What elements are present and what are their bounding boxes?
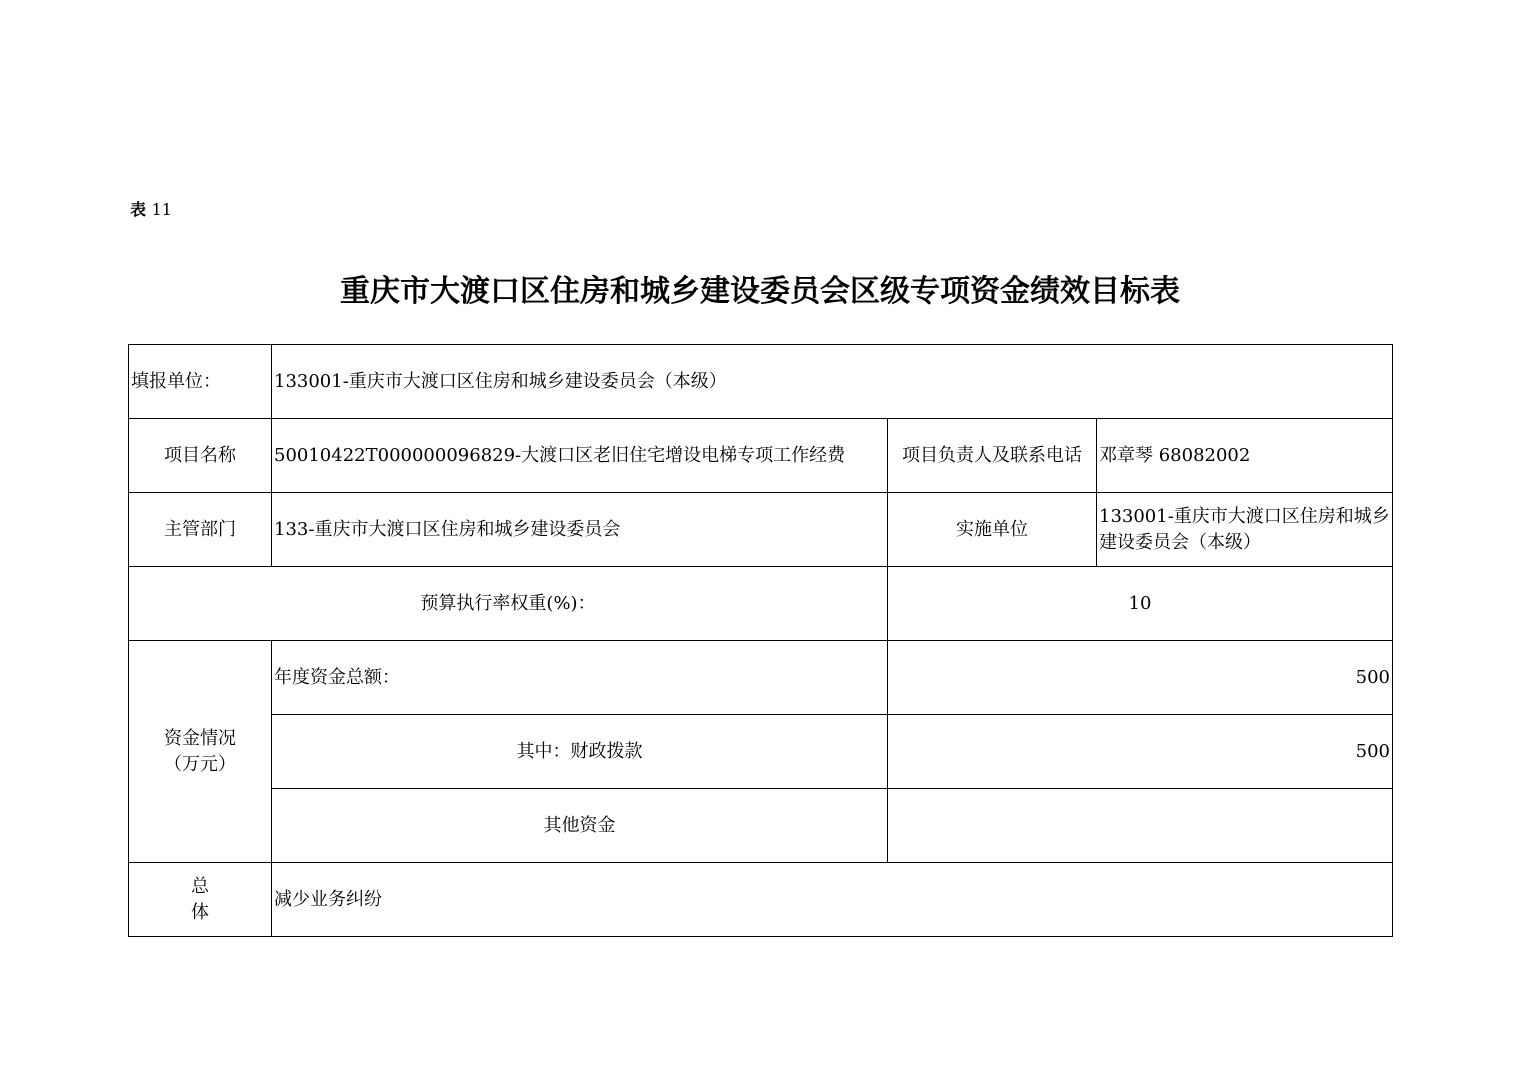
fiscal-value: 500 [888, 715, 1393, 789]
dept-value: 133-重庆市大渡口区住房和城乡建设委员会 [272, 493, 888, 567]
overall-label-line1: 总 [191, 875, 209, 897]
table-row-annual-total [129, 641, 1393, 715]
page-title: 重庆市大渡口区住房和城乡建设委员会区级专项资金绩效目标表 [340, 274, 1180, 309]
overall-value: 减少业务纠纷 [272, 863, 1393, 937]
other-label: 其他资金 [272, 789, 888, 863]
table-row-overall [129, 863, 1393, 937]
annual-total-value: 500 [888, 641, 1393, 715]
impl-label: 实施单位 [888, 493, 1097, 567]
table-label-text: 表 [130, 200, 147, 219]
funds-label-line2: （万元） [164, 753, 236, 775]
unit-value: 133001-重庆市大渡口区住房和城乡建设委员会（本级） [272, 345, 1393, 419]
overall-label-line2: 体 [191, 901, 209, 923]
funds-label-line1: 资金情况 [164, 727, 236, 749]
contact-value: 邓章琴 68082002 [1097, 419, 1393, 493]
fiscal-label: 其中：财政拨款 [272, 715, 888, 789]
performance-target-table [128, 344, 1393, 937]
table-row-unit [129, 345, 1393, 419]
annual-total-label: 年度资金总额： [272, 641, 888, 715]
unit-label: 填报单位： [129, 345, 272, 419]
overall-label [129, 863, 272, 937]
impl-value: 133001-重庆市大渡口区住房和城乡建设委员会（本级） [1097, 493, 1393, 567]
other-value [888, 789, 1393, 863]
table-number-label [130, 197, 172, 220]
table-row-fiscal [129, 715, 1393, 789]
project-name-value: 50010422T000000096829-大渡口区老旧住宅增设电梯专项工作经费 [272, 419, 888, 493]
table-row-project [129, 419, 1393, 493]
table-row-budget-weight [129, 567, 1393, 641]
budget-weight-label: 预算执行率权重(%)： [129, 567, 888, 641]
contact-label: 项目负责人及联系电话 [888, 419, 1097, 493]
table-row-other [129, 789, 1393, 863]
funds-label [129, 641, 272, 863]
table-number-value: 11 [151, 200, 172, 219]
project-name-label: 项目名称 [129, 419, 272, 493]
budget-weight-value: 10 [888, 567, 1393, 641]
table-row-department [129, 493, 1393, 567]
dept-label: 主管部门 [129, 493, 272, 567]
